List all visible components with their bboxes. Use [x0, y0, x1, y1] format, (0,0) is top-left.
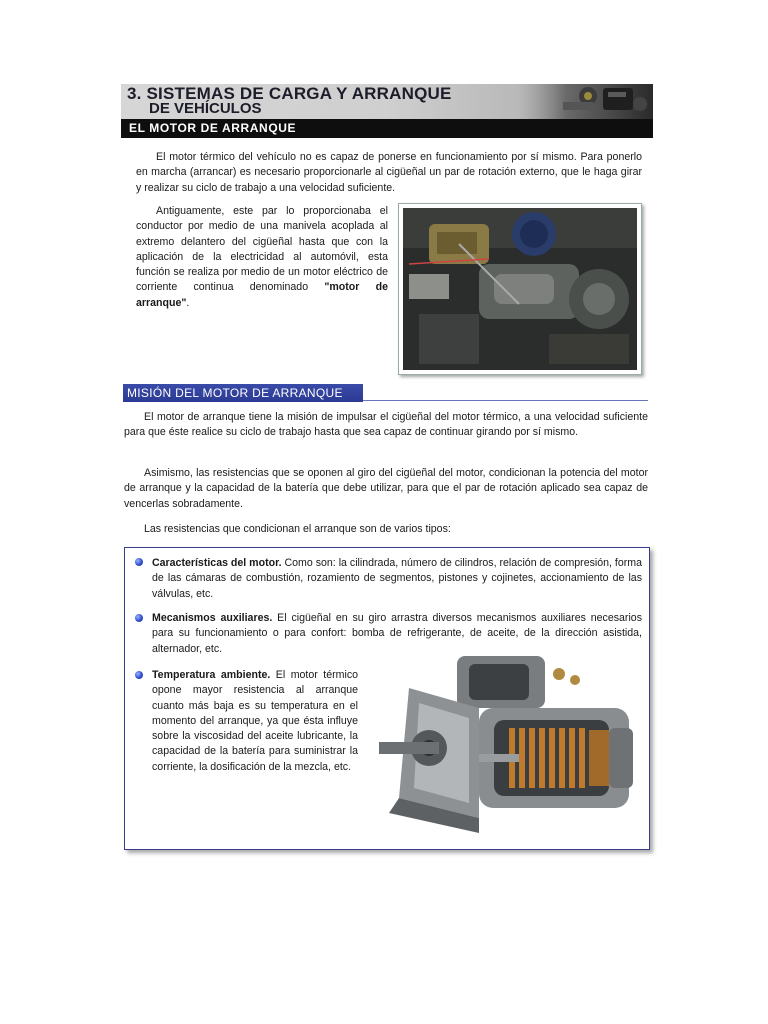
resistance-item-title: Mecanismos auxiliares. [152, 612, 273, 624]
resistance-item-text: Como son: la cilindrada, número de cilindros, relación de compresión, forma de las cámaras de combustión, rozamiento de segmentos, pistones y cojinetes, accionamiento de las válvulas, etc. [152, 557, 643, 600]
mission-paragraph-2: Asimismo, las resistencias que se oponen al giro del cigüeñal del motor, condicionan la potencia del motor de arranque y la capacidad de la batería que debe utilizar, para que el par de rotación aplicado sea capaz de vencerlas sobradamente. [124, 467, 648, 510]
section-divider [363, 400, 648, 401]
header-engine-image [508, 84, 653, 119]
intro-paragraph-1: El motor térmico del vehículo no es capaz de ponerse en funcionamiento por sí mismo. Para ponerlo en marcha (arrancar) es necesario proporcionarle al cigüeñal un par de rotación externo, que le haga girar y realizar su ciclo de trabajo a una velocidad suficiente. [136, 151, 642, 194]
header-subtitle-bar [121, 119, 653, 138]
starter-motor-cutaway-image [369, 648, 641, 844]
intro-paragraph-2-text: Antiguamente, este par lo proporcionaba el conductor por medio de una manivela acoplada al extremo delantero del cigüeñal hasta que con la aplicación de la electricidad al automóvil, esta función se realiza por medio de un motor eléctrico de corriente continua denominado [136, 205, 388, 294]
mission-paragraph-1: El motor de arranque tiene la misión de impulsar el cigüeñal del motor térmico, a una velocidad suficiente para que éste realice su ciclo de trabajo hasta que sea capaz de continuar girando por sí mismo. [124, 411, 648, 439]
resistances-box [124, 547, 650, 850]
chapter-title: 3. SISTEMAS DE CARGA Y ARRANQUE [127, 84, 452, 103]
mission-paragraph-3: Las resistencias que condicionan el arranque son de varios tipos: [144, 523, 451, 535]
engine-photo [398, 203, 642, 375]
section-title: MISIÓN DEL MOTOR DE ARRANQUE [123, 384, 363, 402]
resistance-item-title: Características del motor. [152, 557, 282, 569]
bullet-icon [135, 558, 143, 566]
header-subtitle: EL MOTOR DE ARRANQUE [129, 121, 297, 135]
resistance-item-text: El cigüeñal en su giro arrastra diversos mecanismos auxiliares necesarios para su funcionamiento o para confort: bomba de refrigerante, de aceite, de la dirección asistida, alternador, etc. [152, 612, 642, 655]
resistance-item-text: El motor térmico opone mayor resistencia al arranque cuanto más baja es su temperatura en el momento del arranque, ya que ésta influye sobre la viscosidad del aceite lubricante, la capacidad de la batería para suministrar la corriente, la dosificación de la mezcla, etc. [152, 669, 359, 773]
chapter-title-line2: DE VEHÍCULOS [149, 100, 262, 117]
bullet-icon [135, 614, 143, 622]
motor-de-arranque-term: "motor de arranque" [136, 281, 388, 309]
resistance-item-temperature [152, 668, 358, 775]
resistance-item-title: Temperatura ambiente. [152, 669, 271, 681]
chapter-header [121, 84, 653, 138]
intro-paragraph-2 [136, 204, 388, 311]
intro-paragraph-2-end: . [186, 296, 190, 309]
bullet-icon [135, 671, 143, 679]
resistance-item-engine [152, 556, 642, 602]
